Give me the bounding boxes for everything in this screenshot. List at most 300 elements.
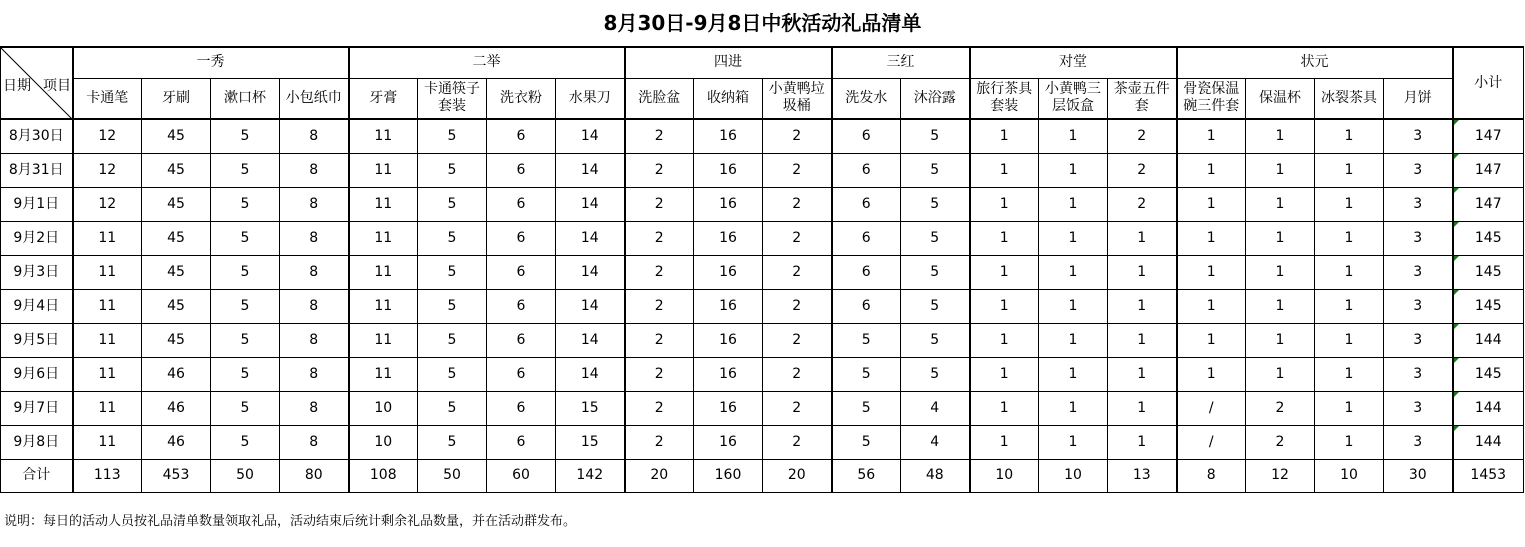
quantity-cell: 1 bbox=[1177, 255, 1246, 289]
quantity-cell: 5 bbox=[211, 221, 280, 255]
subtotal-value: 144 bbox=[1474, 331, 1502, 348]
quantity-cell: 14 bbox=[556, 323, 625, 357]
quantity-cell: 1 bbox=[1177, 153, 1246, 187]
date-cell: 9月1日 bbox=[1, 187, 73, 221]
quantity-cell: 6 bbox=[487, 255, 556, 289]
quantity-cell: 16 bbox=[694, 187, 763, 221]
quantity-cell: 5 bbox=[901, 221, 970, 255]
quantity-cell: 1 bbox=[1177, 187, 1246, 221]
quantity-cell: 5 bbox=[418, 425, 487, 459]
group-header: 三红 bbox=[832, 47, 970, 78]
quantity-cell: 1 bbox=[1315, 425, 1384, 459]
quantity-cell: 1 bbox=[1177, 357, 1246, 391]
formula-marker-icon bbox=[1454, 222, 1459, 227]
quantity-cell: 3 bbox=[1384, 255, 1453, 289]
quantity-cell: 5 bbox=[211, 323, 280, 357]
quantity-cell: 8 bbox=[280, 119, 349, 153]
table-row bbox=[1, 391, 1524, 425]
item-header: 冰裂茶具 bbox=[1315, 78, 1384, 119]
date-cell: 9月4日 bbox=[1, 289, 73, 323]
quantity-cell: 1 bbox=[1315, 391, 1384, 425]
total-row bbox=[1, 459, 1524, 492]
gift-table bbox=[0, 46, 1524, 493]
table-row bbox=[1, 119, 1524, 153]
quantity-cell: 11 bbox=[73, 255, 142, 289]
quantity-cell: 5 bbox=[211, 119, 280, 153]
quantity-cell: 1 bbox=[970, 323, 1039, 357]
quantity-cell: 1 bbox=[1108, 323, 1177, 357]
quantity-cell: 6 bbox=[487, 119, 556, 153]
quantity-cell: 8 bbox=[280, 391, 349, 425]
quantity-cell: 2 bbox=[763, 289, 832, 323]
quantity-cell: 5 bbox=[832, 323, 901, 357]
item-header: 洗衣粉 bbox=[487, 78, 556, 119]
formula-marker-icon bbox=[1454, 392, 1459, 397]
quantity-cell: 6 bbox=[832, 289, 901, 323]
item-header: 小黄鸭垃圾桶 bbox=[763, 78, 832, 119]
quantity-cell: 5 bbox=[901, 255, 970, 289]
quantity-cell: 1 bbox=[1108, 425, 1177, 459]
corner-item-label: 项目 bbox=[43, 78, 71, 94]
item-header: 保温杯 bbox=[1246, 78, 1315, 119]
quantity-cell: 8 bbox=[280, 255, 349, 289]
date-cell: 8月30日 bbox=[1, 119, 73, 153]
quantity-cell: 2 bbox=[1108, 153, 1177, 187]
total-cell: 142 bbox=[556, 459, 625, 492]
quantity-cell: 1 bbox=[970, 221, 1039, 255]
group-header: 二举 bbox=[349, 47, 625, 78]
quantity-cell: 1 bbox=[1039, 221, 1108, 255]
subtotal-cell bbox=[1453, 187, 1524, 221]
item-header-row bbox=[1, 78, 1524, 119]
quantity-cell: 8 bbox=[280, 425, 349, 459]
quantity-cell: 2 bbox=[763, 153, 832, 187]
quantity-cell: 1 bbox=[1177, 323, 1246, 357]
quantity-cell: 3 bbox=[1384, 153, 1453, 187]
quantity-cell: 6 bbox=[832, 255, 901, 289]
quantity-cell: 5 bbox=[418, 119, 487, 153]
quantity-cell: 2 bbox=[1108, 119, 1177, 153]
item-header: 月饼 bbox=[1384, 78, 1453, 119]
item-header: 旅行茶具套装 bbox=[970, 78, 1039, 119]
subtotal-cell bbox=[1453, 255, 1524, 289]
group-header: 一秀 bbox=[73, 47, 349, 78]
date-cell: 9月5日 bbox=[1, 323, 73, 357]
quantity-cell: 14 bbox=[556, 255, 625, 289]
quantity-cell: 5 bbox=[901, 119, 970, 153]
item-header: 卡通筷子套装 bbox=[418, 78, 487, 119]
quantity-cell: 2 bbox=[763, 425, 832, 459]
date-cell: 8月31日 bbox=[1, 153, 73, 187]
quantity-cell: 5 bbox=[901, 153, 970, 187]
quantity-cell: 2 bbox=[625, 153, 694, 187]
table-row bbox=[1, 255, 1524, 289]
item-header: 小黄鸭三层饭盒 bbox=[1039, 78, 1108, 119]
quantity-cell: 46 bbox=[142, 425, 211, 459]
subtotal-value: 144 bbox=[1474, 399, 1502, 416]
subtotal-value: 147 bbox=[1474, 161, 1502, 178]
formula-marker-icon bbox=[1454, 154, 1459, 159]
quantity-cell: 2 bbox=[1246, 425, 1315, 459]
formula-marker-icon bbox=[1454, 290, 1459, 295]
quantity-cell: 2 bbox=[763, 357, 832, 391]
quantity-cell: 11 bbox=[73, 391, 142, 425]
total-cell: 10 bbox=[1315, 459, 1384, 492]
total-cell: 10 bbox=[970, 459, 1039, 492]
total-cell: 8 bbox=[1177, 459, 1246, 492]
quantity-cell: 4 bbox=[901, 391, 970, 425]
total-cell: 50 bbox=[418, 459, 487, 492]
total-cell: 20 bbox=[763, 459, 832, 492]
quantity-cell: 1 bbox=[970, 119, 1039, 153]
quantity-cell: 5 bbox=[211, 153, 280, 187]
quantity-cell: 14 bbox=[556, 119, 625, 153]
quantity-cell: 3 bbox=[1384, 323, 1453, 357]
quantity-cell: 16 bbox=[694, 255, 763, 289]
quantity-cell: 45 bbox=[142, 221, 211, 255]
quantity-cell: 16 bbox=[694, 153, 763, 187]
quantity-cell: 1 bbox=[1246, 289, 1315, 323]
corner-header bbox=[1, 47, 73, 119]
item-header: 牙膏 bbox=[349, 78, 418, 119]
subtotal-value: 147 bbox=[1474, 127, 1502, 144]
table-row bbox=[1, 323, 1524, 357]
table-body bbox=[1, 119, 1524, 492]
quantity-cell: 3 bbox=[1384, 221, 1453, 255]
quantity-cell: 1 bbox=[1039, 119, 1108, 153]
quantity-cell: 45 bbox=[142, 323, 211, 357]
subtotal-cell bbox=[1453, 221, 1524, 255]
quantity-cell: 1 bbox=[1177, 221, 1246, 255]
quantity-cell: 1 bbox=[1039, 289, 1108, 323]
total-cell: 113 bbox=[73, 459, 142, 492]
total-cell: 12 bbox=[1246, 459, 1315, 492]
total-cell: 108 bbox=[349, 459, 418, 492]
quantity-cell: 2 bbox=[763, 255, 832, 289]
quantity-cell: 3 bbox=[1384, 187, 1453, 221]
quantity-cell: 5 bbox=[418, 221, 487, 255]
total-cell: 60 bbox=[487, 459, 556, 492]
quantity-cell: 11 bbox=[349, 221, 418, 255]
quantity-cell: 12 bbox=[73, 119, 142, 153]
table-row bbox=[1, 357, 1524, 391]
quantity-cell: 11 bbox=[349, 357, 418, 391]
quantity-cell: 1 bbox=[970, 187, 1039, 221]
quantity-cell: 45 bbox=[142, 153, 211, 187]
formula-marker-icon bbox=[1454, 256, 1459, 261]
quantity-cell: 2 bbox=[763, 391, 832, 425]
quantity-cell: 2 bbox=[763, 221, 832, 255]
quantity-cell: 6 bbox=[487, 357, 556, 391]
quantity-cell: 1 bbox=[1246, 119, 1315, 153]
item-header: 水果刀 bbox=[556, 78, 625, 119]
total-cell: 56 bbox=[832, 459, 901, 492]
quantity-cell: 6 bbox=[487, 323, 556, 357]
quantity-cell: 5 bbox=[418, 153, 487, 187]
quantity-cell: 5 bbox=[418, 323, 487, 357]
quantity-cell: 3 bbox=[1384, 425, 1453, 459]
quantity-cell: 1 bbox=[1315, 187, 1384, 221]
quantity-cell: 1 bbox=[1246, 323, 1315, 357]
quantity-cell: 11 bbox=[73, 221, 142, 255]
quantity-cell: 8 bbox=[280, 153, 349, 187]
item-header: 小包纸巾 bbox=[280, 78, 349, 119]
quantity-cell: 8 bbox=[280, 323, 349, 357]
quantity-cell: 6 bbox=[832, 187, 901, 221]
quantity-cell: 5 bbox=[211, 187, 280, 221]
quantity-cell: 14 bbox=[556, 289, 625, 323]
quantity-cell: 46 bbox=[142, 357, 211, 391]
quantity-cell: 8 bbox=[280, 289, 349, 323]
quantity-cell: 1 bbox=[1315, 323, 1384, 357]
quantity-cell: 45 bbox=[142, 289, 211, 323]
quantity-cell: 5 bbox=[901, 357, 970, 391]
quantity-cell: 1 bbox=[970, 391, 1039, 425]
quantity-cell: 1 bbox=[1246, 221, 1315, 255]
item-header: 骨瓷保温碗三件套 bbox=[1177, 78, 1246, 119]
quantity-cell: 2 bbox=[625, 391, 694, 425]
quantity-cell: 1 bbox=[1177, 289, 1246, 323]
quantity-cell: 1 bbox=[970, 357, 1039, 391]
quantity-cell: 6 bbox=[487, 153, 556, 187]
quantity-cell: 1 bbox=[1315, 119, 1384, 153]
quantity-cell: 5 bbox=[901, 187, 970, 221]
quantity-cell: 1 bbox=[970, 289, 1039, 323]
total-cell: 48 bbox=[901, 459, 970, 492]
group-header: 对堂 bbox=[970, 47, 1177, 78]
date-cell: 9月3日 bbox=[1, 255, 73, 289]
quantity-cell: 5 bbox=[418, 255, 487, 289]
quantity-cell: 1 bbox=[1108, 221, 1177, 255]
quantity-cell: 1 bbox=[1246, 153, 1315, 187]
quantity-cell: 3 bbox=[1384, 289, 1453, 323]
quantity-cell: 5 bbox=[832, 391, 901, 425]
total-cell: 20 bbox=[625, 459, 694, 492]
quantity-cell: 8 bbox=[280, 221, 349, 255]
table-row bbox=[1, 289, 1524, 323]
quantity-cell: 3 bbox=[1384, 357, 1453, 391]
subtotal-header: 小计 bbox=[1453, 47, 1524, 119]
date-cell: 9月6日 bbox=[1, 357, 73, 391]
quantity-cell: 1 bbox=[1246, 357, 1315, 391]
quantity-cell: 2 bbox=[763, 187, 832, 221]
total-label: 合计 bbox=[1, 459, 73, 492]
quantity-cell: 1 bbox=[1177, 119, 1246, 153]
subtotal-cell bbox=[1453, 391, 1524, 425]
quantity-cell: 16 bbox=[694, 425, 763, 459]
item-header: 洗脸盆 bbox=[625, 78, 694, 119]
subtotal-cell bbox=[1453, 119, 1524, 153]
quantity-cell: 1 bbox=[1039, 323, 1108, 357]
quantity-cell: 1 bbox=[1039, 425, 1108, 459]
quantity-cell: 45 bbox=[142, 119, 211, 153]
quantity-cell: 1 bbox=[1315, 221, 1384, 255]
quantity-cell: 1 bbox=[1315, 357, 1384, 391]
quantity-cell: 15 bbox=[556, 391, 625, 425]
date-cell: 9月8日 bbox=[1, 425, 73, 459]
quantity-cell: 1 bbox=[1039, 357, 1108, 391]
quantity-cell: 8 bbox=[280, 357, 349, 391]
grand-total-value: 1453 bbox=[1470, 467, 1507, 483]
quantity-cell: 1 bbox=[1108, 255, 1177, 289]
quantity-cell: 46 bbox=[142, 391, 211, 425]
quantity-cell: 2 bbox=[625, 425, 694, 459]
table-row bbox=[1, 187, 1524, 221]
quantity-cell: 1 bbox=[1108, 289, 1177, 323]
quantity-cell: 16 bbox=[694, 391, 763, 425]
quantity-cell: 5 bbox=[832, 425, 901, 459]
quantity-cell: 2 bbox=[625, 323, 694, 357]
quantity-cell: 11 bbox=[73, 323, 142, 357]
subtotal-cell bbox=[1453, 357, 1524, 391]
subtotal-value: 147 bbox=[1474, 195, 1502, 212]
item-header: 收纳箱 bbox=[694, 78, 763, 119]
total-cell: 80 bbox=[280, 459, 349, 492]
corner-date-label: 日期 bbox=[3, 78, 31, 94]
quantity-cell: 2 bbox=[625, 289, 694, 323]
quantity-cell: 6 bbox=[487, 391, 556, 425]
quantity-cell: 45 bbox=[142, 255, 211, 289]
quantity-cell: 5 bbox=[418, 391, 487, 425]
date-cell: 9月2日 bbox=[1, 221, 73, 255]
quantity-cell: 3 bbox=[1384, 119, 1453, 153]
quantity-cell: 16 bbox=[694, 323, 763, 357]
item-header: 沐浴露 bbox=[901, 78, 970, 119]
quantity-cell: 6 bbox=[832, 221, 901, 255]
quantity-cell: 3 bbox=[1384, 391, 1453, 425]
table-row bbox=[1, 425, 1524, 459]
quantity-cell: 15 bbox=[556, 425, 625, 459]
subtotal-value: 145 bbox=[1474, 365, 1502, 382]
quantity-cell: 2 bbox=[625, 187, 694, 221]
quantity-cell: 14 bbox=[556, 153, 625, 187]
quantity-cell: 5 bbox=[211, 425, 280, 459]
formula-marker-icon bbox=[1454, 426, 1459, 431]
formula-marker-icon bbox=[1454, 120, 1459, 125]
quantity-cell: 16 bbox=[694, 357, 763, 391]
quantity-cell: 16 bbox=[694, 119, 763, 153]
quantity-cell: 11 bbox=[73, 425, 142, 459]
quantity-cell: 1 bbox=[1246, 255, 1315, 289]
quantity-cell: 6 bbox=[487, 289, 556, 323]
quantity-cell: 1 bbox=[1108, 391, 1177, 425]
formula-marker-icon bbox=[1454, 324, 1459, 329]
group-header: 四进 bbox=[625, 47, 832, 78]
quantity-cell: 16 bbox=[694, 289, 763, 323]
quantity-cell: 2 bbox=[1246, 391, 1315, 425]
item-header: 洗发水 bbox=[832, 78, 901, 119]
quantity-cell: 12 bbox=[73, 187, 142, 221]
quantity-cell: / bbox=[1177, 425, 1246, 459]
quantity-cell: 5 bbox=[418, 187, 487, 221]
quantity-cell: 8 bbox=[280, 187, 349, 221]
formula-marker-icon bbox=[1454, 358, 1459, 363]
quantity-cell: 2 bbox=[625, 255, 694, 289]
subtotal-cell bbox=[1453, 323, 1524, 357]
quantity-cell: 14 bbox=[556, 357, 625, 391]
group-header: 状元 bbox=[1177, 47, 1453, 78]
quantity-cell: / bbox=[1177, 391, 1246, 425]
quantity-cell: 16 bbox=[694, 221, 763, 255]
quantity-cell: 5 bbox=[211, 289, 280, 323]
quantity-cell: 11 bbox=[349, 289, 418, 323]
quantity-cell: 2 bbox=[625, 221, 694, 255]
quantity-cell: 11 bbox=[73, 357, 142, 391]
footnote: 说明：每日的活动人员按礼品清单数量领取礼品，活动结束后统计剩余礼品数量，并在活动群发布。 bbox=[4, 514, 577, 529]
table-row bbox=[1, 221, 1524, 255]
quantity-cell: 6 bbox=[832, 153, 901, 187]
page-title: 8月30日-9月8日中秋活动礼品清单 bbox=[603, 11, 922, 35]
formula-marker-icon bbox=[1454, 188, 1459, 193]
quantity-cell: 2 bbox=[763, 323, 832, 357]
quantity-cell: 11 bbox=[73, 289, 142, 323]
quantity-cell: 1 bbox=[970, 153, 1039, 187]
quantity-cell: 11 bbox=[349, 323, 418, 357]
subtotal-cell bbox=[1453, 289, 1524, 323]
quantity-cell: 1 bbox=[1315, 255, 1384, 289]
quantity-cell: 1 bbox=[1108, 357, 1177, 391]
quantity-cell: 1 bbox=[1039, 255, 1108, 289]
total-cell: 30 bbox=[1384, 459, 1453, 492]
quantity-cell: 1 bbox=[970, 425, 1039, 459]
quantity-cell: 1 bbox=[1039, 187, 1108, 221]
subtotal-value: 145 bbox=[1474, 229, 1502, 246]
subtotal-cell bbox=[1453, 425, 1524, 459]
item-header: 卡通笔 bbox=[73, 78, 142, 119]
quantity-cell: 5 bbox=[418, 357, 487, 391]
group-header-row bbox=[1, 47, 1524, 78]
quantity-cell: 14 bbox=[556, 187, 625, 221]
quantity-cell: 11 bbox=[349, 153, 418, 187]
date-cell: 9月7日 bbox=[1, 391, 73, 425]
quantity-cell: 11 bbox=[349, 255, 418, 289]
quantity-cell: 5 bbox=[832, 357, 901, 391]
quantity-cell: 5 bbox=[418, 289, 487, 323]
quantity-cell: 1 bbox=[1315, 289, 1384, 323]
quantity-cell: 1 bbox=[1315, 153, 1384, 187]
quantity-cell: 14 bbox=[556, 221, 625, 255]
quantity-cell: 2 bbox=[763, 119, 832, 153]
quantity-cell: 5 bbox=[211, 391, 280, 425]
quantity-cell: 12 bbox=[73, 153, 142, 187]
quantity-cell: 5 bbox=[211, 357, 280, 391]
quantity-cell: 6 bbox=[487, 425, 556, 459]
item-header: 漱口杯 bbox=[211, 78, 280, 119]
table-row bbox=[1, 153, 1524, 187]
item-header: 茶壶五件套 bbox=[1108, 78, 1177, 119]
quantity-cell: 10 bbox=[349, 391, 418, 425]
total-cell: 160 bbox=[694, 459, 763, 492]
grand-total-cell bbox=[1453, 459, 1524, 492]
quantity-cell: 4 bbox=[901, 425, 970, 459]
total-cell: 10 bbox=[1039, 459, 1108, 492]
quantity-cell: 11 bbox=[349, 187, 418, 221]
quantity-cell: 5 bbox=[901, 289, 970, 323]
subtotal-value: 145 bbox=[1474, 263, 1502, 280]
quantity-cell: 1 bbox=[970, 255, 1039, 289]
quantity-cell: 6 bbox=[487, 221, 556, 255]
quantity-cell: 2 bbox=[625, 119, 694, 153]
quantity-cell: 1 bbox=[1039, 153, 1108, 187]
quantity-cell: 1 bbox=[1246, 187, 1315, 221]
total-cell: 50 bbox=[211, 459, 280, 492]
subtotal-value: 144 bbox=[1474, 433, 1502, 450]
quantity-cell: 5 bbox=[901, 323, 970, 357]
quantity-cell: 10 bbox=[349, 425, 418, 459]
quantity-cell: 6 bbox=[487, 187, 556, 221]
quantity-cell: 45 bbox=[142, 187, 211, 221]
quantity-cell: 2 bbox=[1108, 187, 1177, 221]
